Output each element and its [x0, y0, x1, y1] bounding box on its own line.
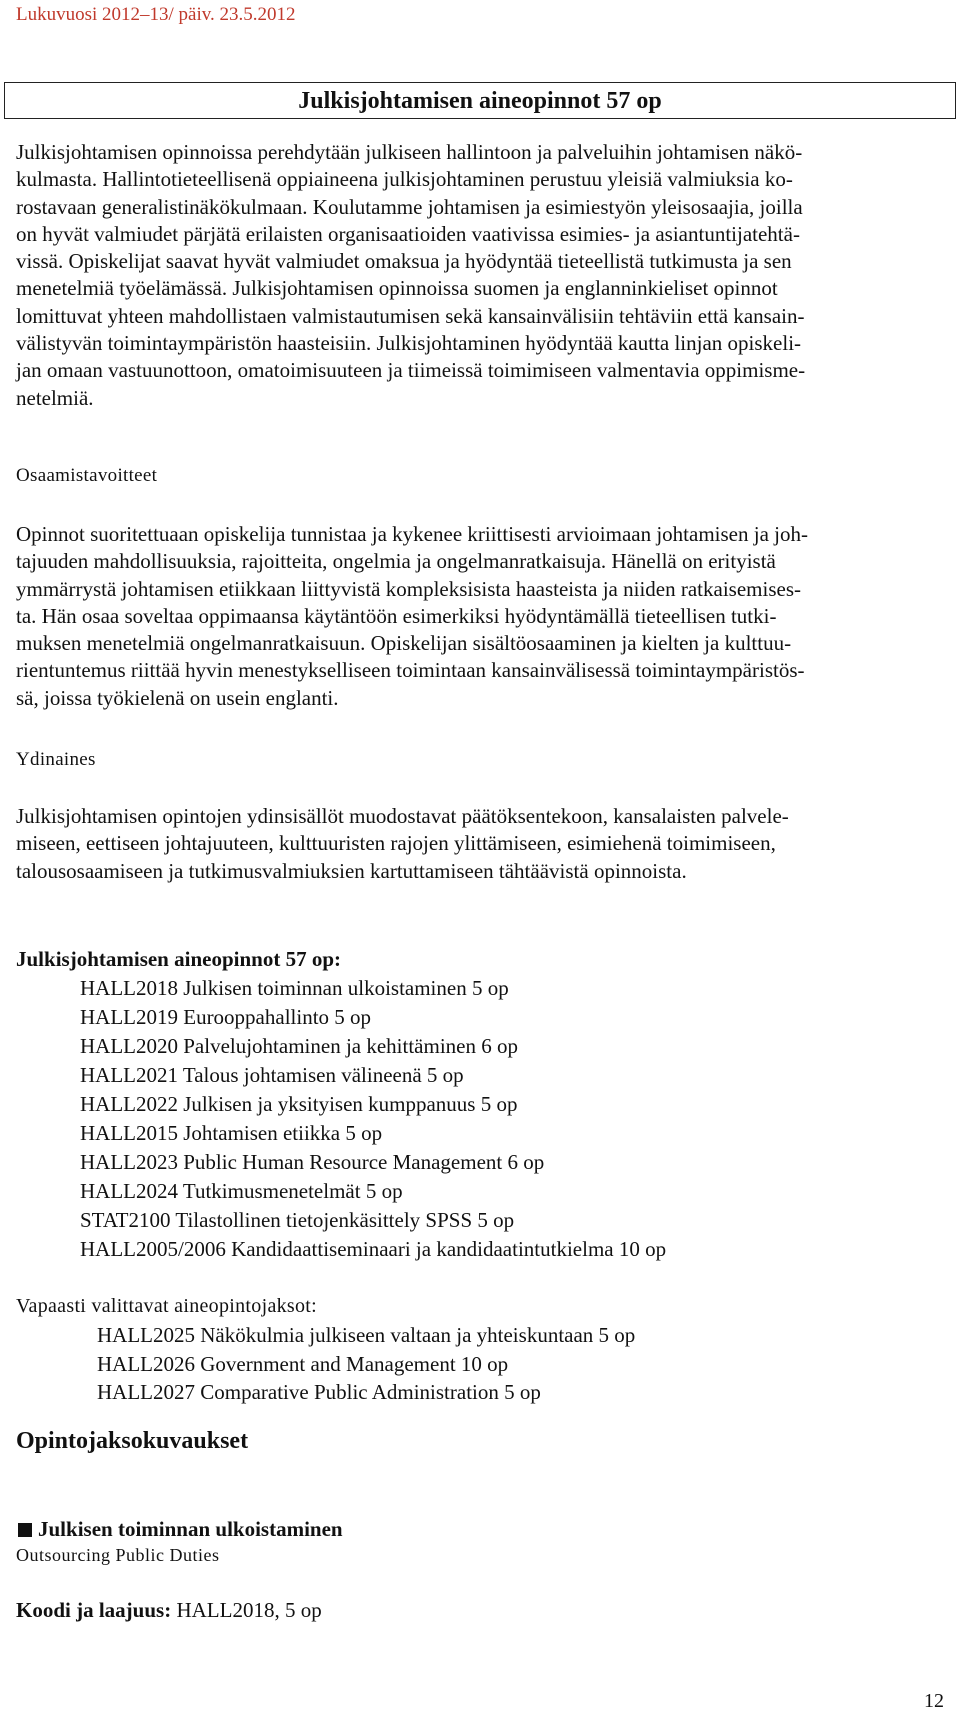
- intro-paragraph: [16, 139, 942, 412]
- page-title: Julkisjohtamisen aineopinnot 57 op: [4, 82, 956, 119]
- intro-line: vissä. Opiskelijat saavat hyvät valmiudet omaksua ja hyödyntää tieteellistä tutkimusta ja sen: [16, 249, 792, 274]
- course-item: STAT2100 Tilastollinen tietojenkäsittely SPSS 5 op: [80, 1208, 515, 1232]
- square-bullet-icon: [18, 1523, 32, 1537]
- optional-course-item: HALL2025 Näkökulmia julkiseen valtaan ja yhteiskuntaan 5 op: [97, 1323, 636, 1347]
- course-item: HALL2021 Talous johtamisen välineenä 5 op: [80, 1063, 464, 1087]
- courses-heading: Julkisjohtamisen aineopinnot 57 op:: [16, 947, 341, 971]
- descriptions-heading: Opintojaksokuvaukset: [16, 1428, 249, 1454]
- intro-line: on hyvät valmiudet pärjätä erilaisten organisaatioiden vaativissa esimies- ja asiantuntijatehtä-: [16, 221, 800, 246]
- course-item: HALL2018 Julkisen toiminnan ulkoistaminen 5 op: [80, 976, 509, 1000]
- intro-line: kulmasta. Hallintotieteellisenä oppiaineena julkisjohtaminen perustuu yleisiä valmiuksia ko-: [16, 167, 793, 192]
- objectives-line: ymmärrystä johtamisen etiikkaan liittyvistä kompleksisista haasteista ja niiden ratkaisemises-: [16, 576, 801, 601]
- intro-line: Julkisjohtamisen opinnoissa perehdytään julkiseen hallintoon ja palveluihin johtamisen näkö-: [16, 140, 803, 164]
- intro-line: rostavaan generalistinäkökulmaan. Koulutamme johtamisen ja esimiestyön yleisosaajia, joilla: [16, 194, 803, 219]
- page-number: 12: [924, 1690, 944, 1712]
- objectives-heading: Osaamistavoitteet: [16, 465, 158, 486]
- objectives-line: Opinnot suoritettuaan opiskelija tunnistaa ja kykenee kriittisesti arvioimaan johtamisen ja joh-: [16, 522, 808, 546]
- course-item: HALL2022 Julkisen ja yksityisen kumppanuus 5 op: [80, 1092, 518, 1116]
- objectives-paragraph: [16, 521, 942, 712]
- course-item: HALL2005/2006 Kandidaattiseminaari ja kandidaatintutkielma 10 op: [80, 1237, 667, 1261]
- course-list: [80, 974, 666, 1264]
- core-line: Julkisjohtamisen opintojen ydinsisällöt muodostavat päätöksentekoon, kansalaisten palvele-: [16, 804, 789, 828]
- optional-course-item: HALL2026 Government and Management 10 op: [97, 1351, 509, 1376]
- core-paragraph: [16, 803, 942, 885]
- optional-course-list: [97, 1321, 635, 1407]
- course-detail-title: [16, 1517, 343, 1542]
- objectives-line: rientuntemus riittää hyvin menestykselliseen toimintaan kansainvälisessä toimintaympäristös-: [16, 658, 805, 683]
- optional-heading: Vapaasti valittavat aineopintojaksot:: [16, 1295, 318, 1317]
- intro-line: jan omaan vastuunottoon, omatoimisuuteen ja tiimeissä toimimiseen valmentavia oppimisme-: [16, 358, 806, 383]
- core-line: talousosaamiseen ja tutkimusvalmiuksien kartuttamiseen tähtäävistä opinnoista.: [16, 858, 687, 883]
- course-item: HALL2019 Eurooppahallinto 5 op: [80, 1005, 372, 1029]
- course-code-value: HALL2018, 5 op: [171, 1598, 322, 1622]
- course-code-label: Koodi ja laajuus:: [16, 1598, 172, 1622]
- intro-line: lomittuvat yhteen mahdollistaen valmistautumisen sekä kansainvälisiin tehtäviin että kansain-: [16, 303, 805, 328]
- core-heading: Ydinaines: [16, 749, 96, 770]
- page-header: Lukuvuosi 2012–13/ päiv. 23.5.2012: [16, 4, 296, 25]
- course-item: HALL2024 Tutkimusmenetelmät 5 op: [80, 1179, 403, 1203]
- intro-line: netelmiä.: [16, 385, 94, 410]
- intro-line: välistyvän toimintaympäristön haasteisiin. Julkisjohtaminen hyödyntää kautta linjan opiskeli-: [16, 331, 802, 356]
- objectives-line: sä, joissa työkielenä on usein englanti.: [16, 685, 339, 710]
- objectives-line: ta. Hän osaa soveltaa oppimaansa käytäntöön esimerkiksi hyödyntämällä tieteellisen tutki-: [16, 603, 777, 628]
- course-detail-title-text: Julkisen toiminnan ulkoistaminen: [38, 1517, 343, 1541]
- objectives-line: tajuuden mahdollisuuksia, rajoitteita, ongelmia ja ongelmanratkaisuja. Hänellä on erityistä: [16, 549, 776, 574]
- course-item: HALL2020 Palvelujohtaminen ja kehittäminen 6 op: [80, 1034, 518, 1058]
- course-detail-subtitle: Outsourcing Public Duties: [16, 1545, 220, 1565]
- core-line: miseen, eettiseen johtajuuteen, kulttuuristen rajojen ylittämiseen, esimiehenä toimimiseen,: [16, 831, 776, 856]
- optional-course-item: HALL2027 Comparative Public Administration 5 op: [97, 1380, 541, 1404]
- course-code-line: [16, 1598, 322, 1623]
- course-item: HALL2023 Public Human Resource Management 6 op: [80, 1150, 545, 1174]
- intro-line: menetelmiä työelämässä. Julkisjohtamisen opinnoissa suomen ja englanninkieliset opinnot: [16, 276, 778, 301]
- course-item: HALL2015 Johtamisen etiikka 5 op: [80, 1121, 383, 1145]
- objectives-line: muksen menetelmiä ongelmanratkaisuun. Opiskelijan sisältöosaaminen ja kielten ja kulttuu-: [16, 631, 792, 656]
